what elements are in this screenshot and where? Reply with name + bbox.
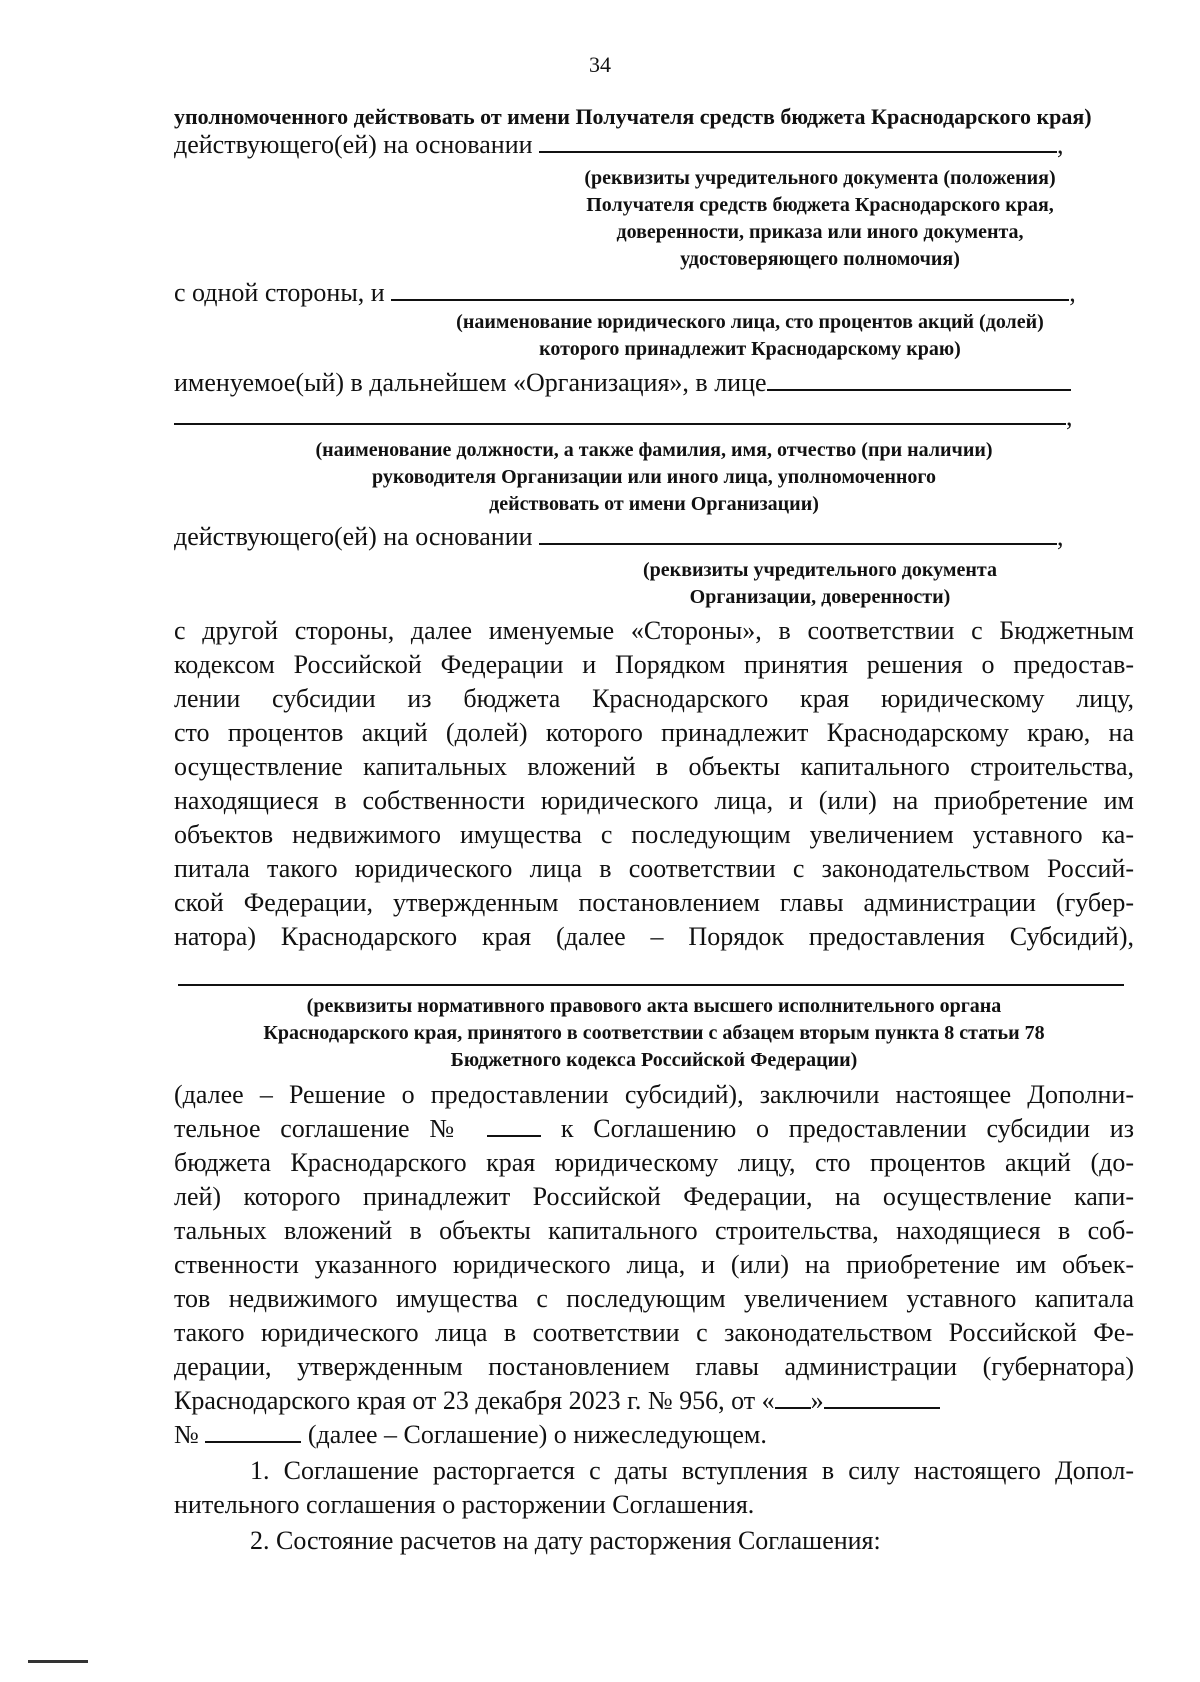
caption-recipient: Получателя средств бюджета Краснодарского края, xyxy=(586,194,1054,216)
line-hereinafter xyxy=(174,366,1134,400)
full-blank xyxy=(174,401,1066,425)
caption-org-doc: (реквизиты учредительного документа xyxy=(643,559,997,581)
para1-line: питала такого юридического лица в соответствии с законодательством Россий- xyxy=(174,854,1134,883)
para1-line: сто процентов акций (долей) которого принадлежит Краснодарскому краю, на xyxy=(174,718,1134,747)
basis-blank-1 xyxy=(539,129,1057,153)
month-blank xyxy=(824,1385,940,1409)
one-side-blank xyxy=(391,277,1069,301)
caption-authority: удостоверяющего полномочия) xyxy=(680,248,960,270)
para1-line: натора) Краснодарского края (далее – Порядок предоставления Субсидий), xyxy=(174,922,1134,951)
para2-line-agreement xyxy=(174,1418,1134,1452)
item-1-line: нительного соглашения о расторжении Соглашения. xyxy=(174,1490,755,1519)
agreement-number-label: тельное соглашение № xyxy=(174,1114,468,1143)
item-1-line: 1. Соглашение расторгается с даты вступления в силу настоящего Допол- xyxy=(250,1456,1134,1485)
decree-blank-line xyxy=(178,984,1124,986)
para1-line: с другой стороны, далее именуемые «Стороны», в соответствии с Бюджетным xyxy=(174,616,1134,645)
scan-edge-mark xyxy=(28,1660,88,1663)
caption-decree-article: Краснодарского края, принятого в соответствии с абзацем вторым пункта 8 статьи 78 xyxy=(263,1022,1045,1044)
basis-label-2: действующего(ей) на основании xyxy=(174,522,533,551)
para2-line: (далее – Решение о предоставлении субсидий), заключили настоящее Дополни- xyxy=(174,1080,1134,1109)
caption-decree: (реквизиты нормативного правового акта высшего исполнительного органа xyxy=(306,995,1002,1017)
caption-act-for-org: действовать от имени Организации) xyxy=(489,493,819,515)
para1-line: находящиеся в собственности юридического лица, и (или) на приобретение им xyxy=(174,786,1134,815)
para1-line: ской Федерации, утвержденным постановлением главы администрации (губер- xyxy=(174,888,1134,917)
para2-line-number xyxy=(174,1112,1134,1146)
number-blank xyxy=(205,1419,301,1443)
quote-close: » xyxy=(810,1386,824,1415)
para2-line: лей) которого принадлежит Российской Федерации, на осуществление капи- xyxy=(174,1182,1134,1211)
line-one-side xyxy=(174,276,1134,310)
line-authorized: уполномоченного действовать от имени Получателя средств бюджета Краснодарского края) xyxy=(174,104,1092,129)
para1-line: кодексом Российской Федерации и Порядком принятия решения о предостав- xyxy=(174,650,1134,679)
hereinafter-label: именуемое(ый) в дальнейшем «Организация», в лице xyxy=(174,368,767,397)
caption-owned-by-region: которого принадлежит Краснодарскому краю) xyxy=(539,338,961,360)
hereinafter-blank xyxy=(767,367,1071,391)
para2-line: тальных вложений в объекты капитального строительства, находящиеся в соб- xyxy=(174,1216,1134,1245)
line-basis-2 xyxy=(174,520,1134,554)
para1-line: осуществление капитальных вложений в объекты капитального строительства, xyxy=(174,752,1134,781)
decree-date-text: Краснодарского края от 23 декабря 2023 г. № 956, от « xyxy=(174,1386,775,1415)
caption-founding-doc: (реквизиты учредительного документа (положения) xyxy=(584,167,1056,189)
line-basis-1 xyxy=(174,128,1134,162)
item-2: 2. Состояние расчетов на дату расторжения Соглашения: xyxy=(250,1526,881,1555)
one-side-label: с одной стороны, и xyxy=(174,278,385,307)
basis-blank-2 xyxy=(539,521,1057,545)
day-blank xyxy=(775,1385,811,1409)
basis-label-1: действующего(ей) на основании xyxy=(174,130,533,159)
number-sign: № xyxy=(174,1420,199,1449)
para2-line-date xyxy=(174,1384,1134,1418)
para2-line: тов недвижимого имущества с последующим увеличением уставного капитала xyxy=(174,1284,1134,1313)
caption-position: (наименование должности, а также фамилия, имя, отчество (при наличии) xyxy=(315,439,993,461)
para2-line: такого юридического лица в соответствии с законодательством Российской Фе- xyxy=(174,1318,1134,1347)
basis-comma-1: , xyxy=(1057,130,1064,159)
caption-org-attorney: Организации, доверенности) xyxy=(689,586,951,608)
page-number: 34 xyxy=(589,52,611,77)
basis-comma-2: , xyxy=(1057,522,1064,551)
para2-line: ственности указанного юридического лица, и (или) на приобретение им объек- xyxy=(174,1250,1134,1279)
para2-line: бюджета Краснодарского края юридическому лицу, сто процентов акций (до- xyxy=(174,1148,1134,1177)
agreement-number-blank xyxy=(487,1113,541,1137)
para2-line: дерации, утвержденным постановлением главы администрации (губернатора) xyxy=(174,1352,1134,1381)
para1-line: лении субсидии из бюджета Краснодарского края юридическому лицу, xyxy=(174,684,1134,713)
one-side-comma: , xyxy=(1069,278,1076,307)
caption-budget-code: Бюджетного кодекса Российской Федерации) xyxy=(450,1049,858,1071)
full-blank-comma: , xyxy=(1066,402,1073,431)
caption-head: руководителя Организации или иного лица, уполномоченного xyxy=(372,466,936,488)
agreement-number-rest: к Соглашению о предоставлении субсидии из xyxy=(560,1114,1134,1143)
agreement-ref: (далее – Соглашение) о нижеследующем. xyxy=(307,1420,767,1449)
caption-power-of-attorney: доверенности, приказа или иного документа, xyxy=(616,221,1024,243)
line-blank-full xyxy=(174,400,1134,434)
para1-line: объектов недвижимого имущества с последующим увеличением уставного ка- xyxy=(174,820,1134,849)
caption-legal-entity: (наименование юридического лица, сто процентов акций (долей) xyxy=(456,311,1044,333)
